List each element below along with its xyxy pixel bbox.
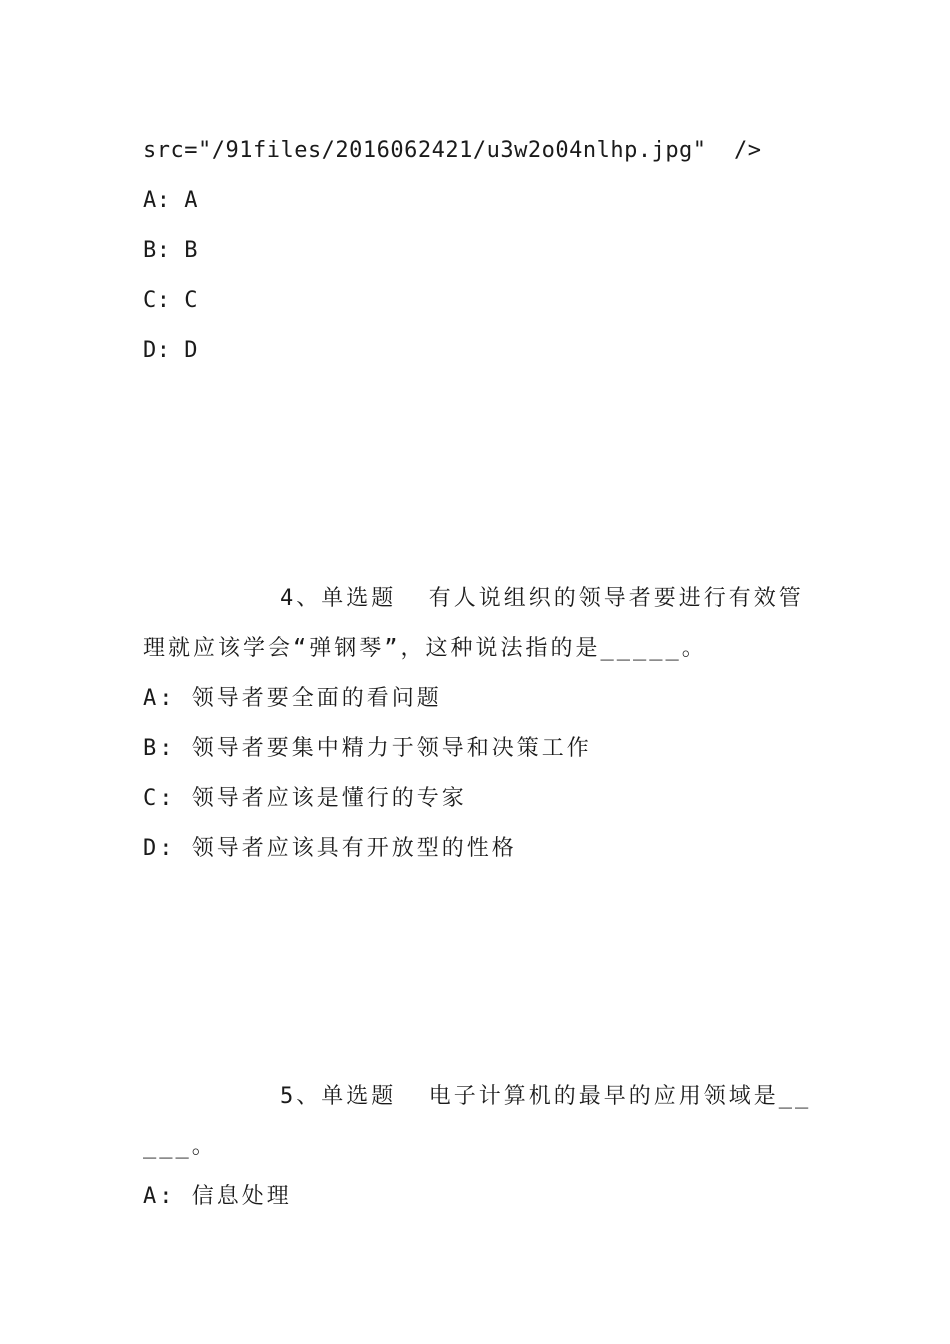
question-5-stem-line-2: ___。 — [143, 1134, 217, 1159]
question-4-option-a: A: 领导者要全面的看问题 — [143, 686, 442, 711]
question-5-option-a: A: 信息处理 — [143, 1184, 292, 1209]
question-3-option-d: D: D — [143, 338, 198, 363]
question-3-option-b: B: B — [143, 238, 198, 263]
question-4-option-c: C: 领导者应该是懂行的专家 — [143, 786, 467, 811]
question-3-option-c: C: C — [143, 288, 198, 313]
question-4-option-d: D: 领导者应该具有开放型的性格 — [143, 836, 517, 861]
question-5-stem-line-1: 5、单选题 电子计算机的最早的应用领域是__ — [280, 1084, 812, 1109]
question-4-option-b: B: 领导者要集中精力于领导和决策工作 — [143, 736, 592, 761]
question-4-stem-line-1: 4、单选题 有人说组织的领导者要进行有效管 — [280, 586, 804, 611]
question-4-stem-line-2: 理就应该学会“弹钢琴”，这种说法指的是_____。 — [143, 636, 707, 661]
question-3-option-a: A: A — [143, 188, 198, 213]
question-3-text-tail: src="/91files/2016062421/u3w2o04nlhp.jpg" /> — [143, 138, 762, 163]
